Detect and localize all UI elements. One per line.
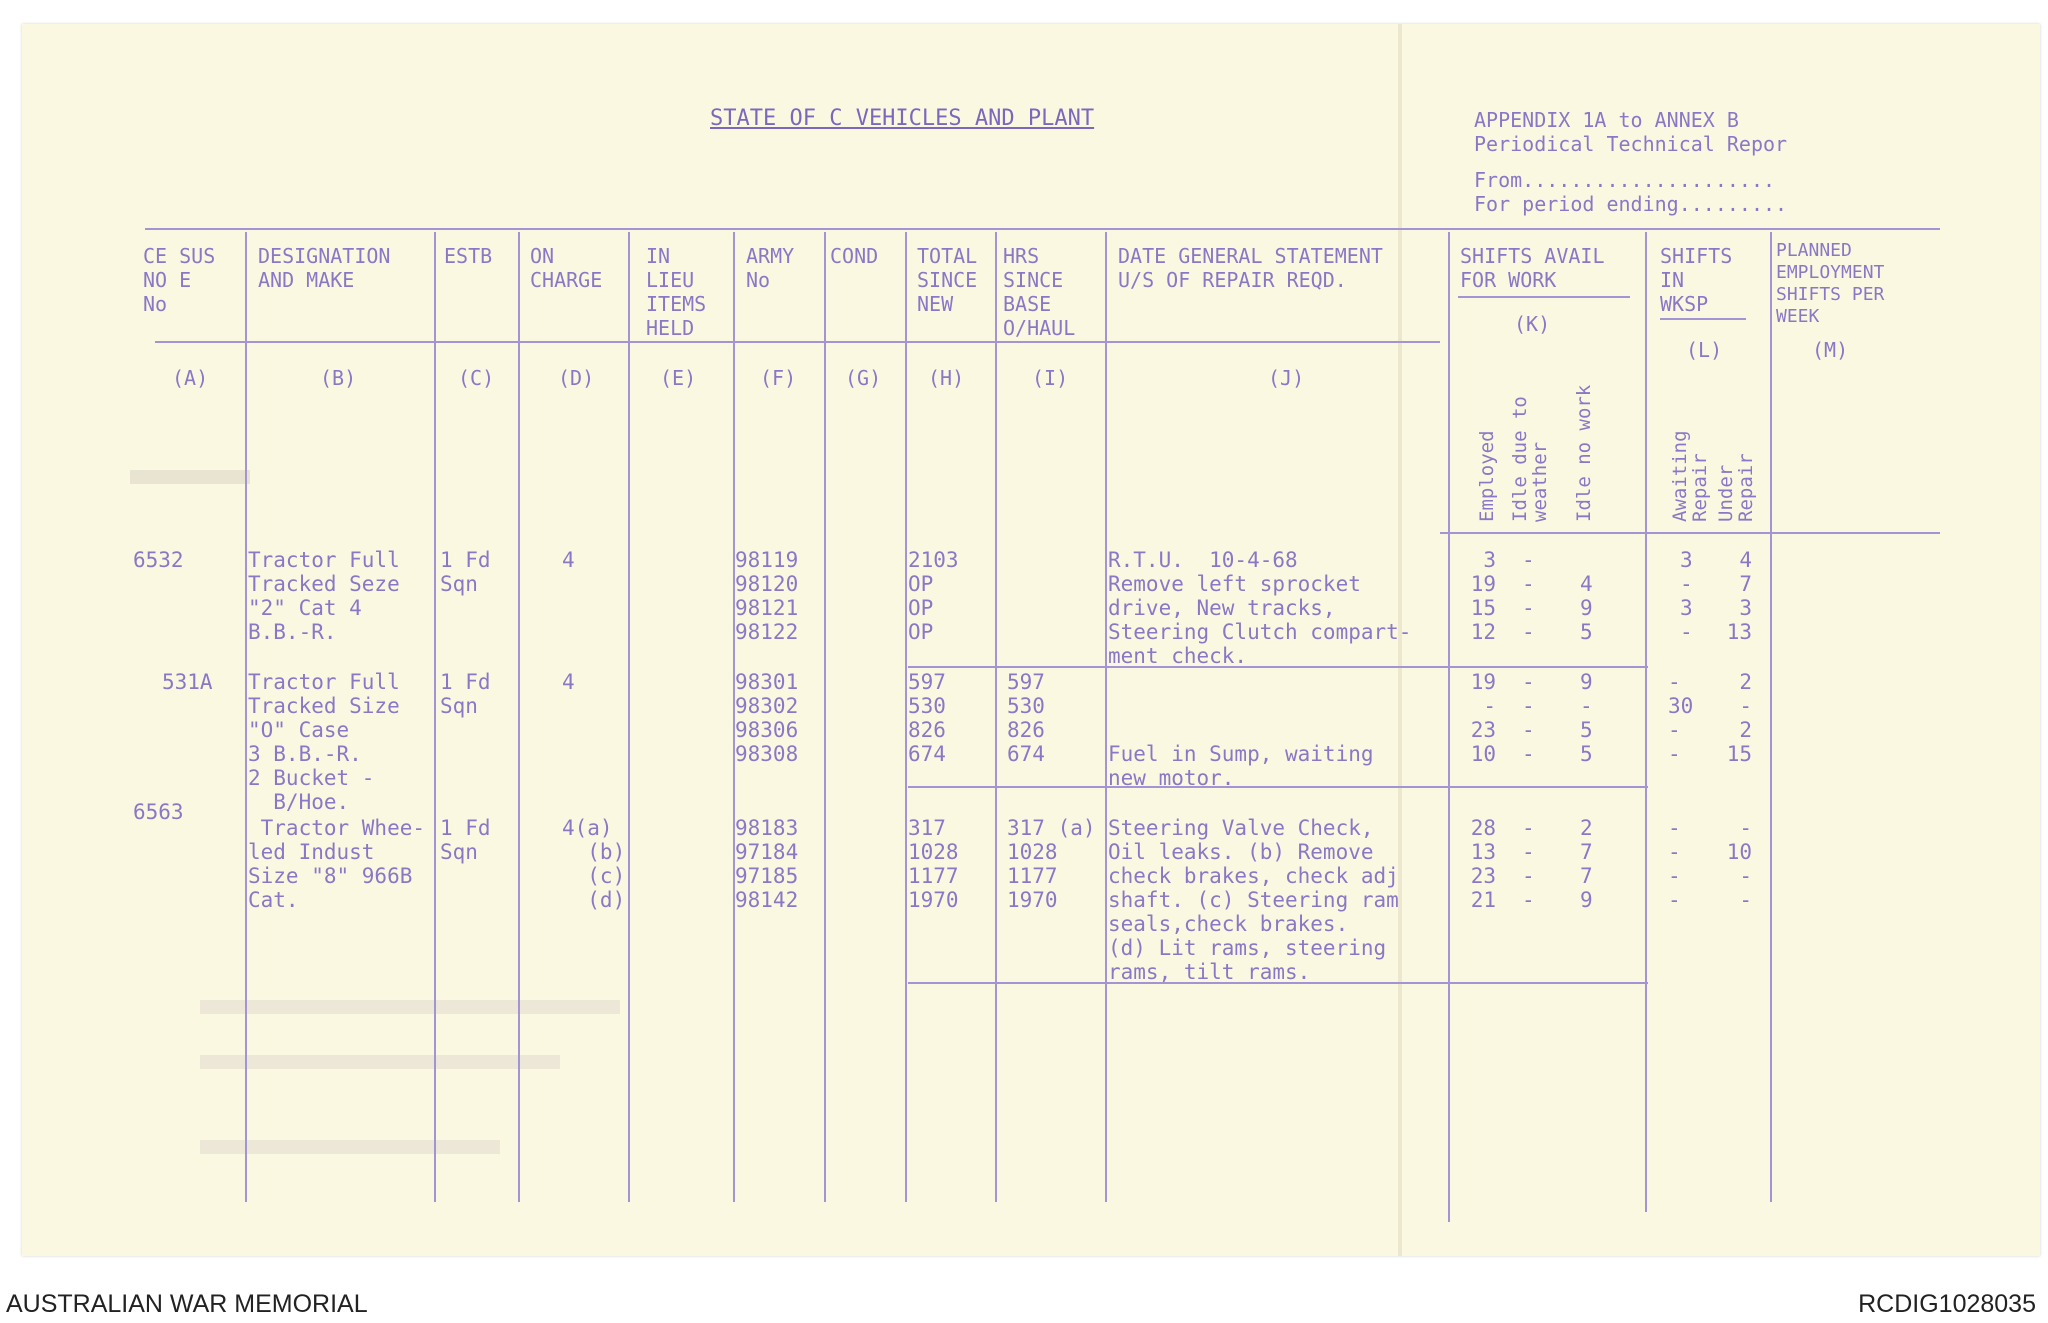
header-g: COND <box>830 244 879 268</box>
row-on-charge: 4 <box>562 670 575 694</box>
header-f: ARMY No <box>746 244 795 292</box>
document-title: STATE OF C VEHICLES AND PLANT <box>710 106 1095 131</box>
footer-archive-name: AUSTRALIAN WAR MEMORIAL <box>6 1290 368 1318</box>
header-e: IN LIEU ITEMS HELD <box>646 244 707 340</box>
row-l-awaiting: 3 - 3 - <box>1680 548 1693 644</box>
col-divider <box>518 232 520 1202</box>
header-h: TOTAL SINCE NEW <box>917 244 978 316</box>
col-divider <box>995 232 997 1202</box>
col-letter-k: (K) <box>1514 312 1551 336</box>
row-k-idle-no-work: 4 9 5 <box>1580 572 1593 644</box>
footer-catalog-id: RCDIG1028035 <box>1858 1290 2036 1318</box>
row-designation: Tractor Full Tracked Size "O" Case 3 B.B.-R. 2 Bucket - B/Hoe. <box>248 670 400 814</box>
col-letter-l: (L) <box>1686 338 1723 362</box>
row-k-employed: 28 13 23 21 <box>1470 816 1496 912</box>
row-estb: 1 Fd Sqn <box>440 670 491 718</box>
col-letter-m: (M) <box>1812 338 1849 362</box>
col-letter-i: (I) <box>1032 366 1069 390</box>
col-letter-c: (C) <box>458 366 495 390</box>
row-army-no: 98183 97184 97185 98142 <box>735 816 799 912</box>
row-total-since-new: 317 1028 1177 1970 <box>908 816 959 912</box>
row-l-under: 4 7 3 13 <box>1726 548 1752 644</box>
header-i: HRS SINCE BASE O/HAUL <box>1003 244 1076 340</box>
header-d: ON CHARGE <box>530 244 603 292</box>
row-l-under: - 10 - - <box>1726 816 1752 912</box>
col-divider <box>245 232 247 1202</box>
row-on-charge: 4 <box>562 548 575 572</box>
header-a: CE SUS NO E No <box>143 244 216 316</box>
header-c: ESTB <box>444 244 493 268</box>
row-designation: Tractor Whee- led Indust Size "8" 966B Cat. <box>248 816 426 912</box>
row-hrs-since-overhaul: 317 (a) 1028 1177 1970 <box>1007 816 1096 912</box>
k-header-rule <box>1458 296 1630 298</box>
col-letter-d: (D) <box>558 366 595 390</box>
col-letter-f: (F) <box>760 366 797 390</box>
row-estb: 1 Fd Sqn <box>440 548 491 596</box>
row-statement: Steering Valve Check, Oil leaks. (b) Remove check brakes, check adj shaft. (c) Steering ram seals,check brakes. (d) Lit rams, steering rams, tilt rams. <box>1108 816 1399 984</box>
row-statement: Fuel in Sump, waiting new motor. <box>1108 742 1374 790</box>
row-k-idle-weather: - - - - <box>1522 816 1535 912</box>
col-divider <box>1645 232 1647 1212</box>
header-k: SHIFTS AVAIL FOR WORK <box>1460 244 1605 292</box>
table-top-rule <box>145 228 1940 230</box>
header-b: DESIGNATION AND MAKE <box>258 244 391 292</box>
col-letter-a: (A) <box>172 366 209 390</box>
l-sub-under-repair: Under Repair <box>1715 453 1757 522</box>
row-l-awaiting: - 30 - - <box>1668 670 1694 766</box>
col-letter-j: (J) <box>1268 366 1305 390</box>
col-divider <box>628 232 630 1202</box>
row-on-charge: 4(a) (b) (c) (d) <box>562 816 626 912</box>
header-l: SHIFTS IN WKSP <box>1660 244 1733 316</box>
row-estb: 1 Fd Sqn <box>440 816 491 864</box>
row-k-idle-no-work: 9 - 5 5 <box>1580 670 1593 766</box>
bleed-through-mark <box>130 470 250 484</box>
row-k-employed: 19 - 23 10 <box>1470 670 1496 766</box>
header-bottom-rule <box>155 341 1440 343</box>
col-divider <box>1770 232 1772 1202</box>
period-ending-line: For period ending......... <box>1474 192 1788 216</box>
row-total-since-new: 597 530 826 674 <box>908 670 946 766</box>
k-sub-rule <box>1440 532 1940 534</box>
row-l-awaiting: - - - - <box>1668 816 1681 912</box>
bleed-through-mark <box>200 1055 560 1069</box>
row-statement: R.T.U. 10-4-68 Remove left sprocket drive, New tracks, Steering Clutch compart- ment check. <box>1108 548 1412 668</box>
l-sub-awaiting-repair: Awaiting Repair <box>1669 430 1711 522</box>
k-sub-idle-weather: Idle due to weather <box>1509 396 1551 522</box>
from-line: From..................... <box>1474 168 1776 192</box>
k-sub-idle-no-work: Idle no work <box>1573 384 1595 522</box>
col-divider <box>434 232 436 1202</box>
col-divider <box>1448 232 1450 1222</box>
row-army-no: 98301 98302 98306 98308 <box>735 670 799 766</box>
row-code: 6532 <box>133 548 184 572</box>
row-k-idle-weather: - - - - <box>1522 548 1535 644</box>
col-letter-g: (G) <box>845 366 882 390</box>
col-letter-h: (H) <box>928 366 965 390</box>
k-sub-employed: Employed <box>1476 430 1498 522</box>
row-k-idle-weather: - - - - <box>1522 670 1535 766</box>
header-m: PLANNED EMPLOYMENT SHIFTS PER WEEK <box>1776 240 1885 327</box>
row-army-no: 98119 98120 98121 98122 <box>735 548 799 644</box>
l-header-rule <box>1660 318 1746 320</box>
row-l-under: 2 - 2 15 <box>1726 670 1752 766</box>
appendix-line-2: Periodical Technical Repor <box>1474 132 1788 156</box>
header-j: DATE GENERAL STATEMENT U/S OF REPAIR REQD. <box>1118 244 1383 292</box>
row-code: 531A <box>162 670 213 694</box>
row-designation: Tractor Full Tracked Seze "2" Cat 4 B.B.-R. <box>248 548 400 644</box>
col-letter-b: (B) <box>320 366 357 390</box>
bleed-through-mark <box>200 1000 620 1014</box>
row-code: 6563 <box>133 800 184 824</box>
col-letter-e: (E) <box>660 366 697 390</box>
row-hrs-since-overhaul: 597 530 826 674 <box>1007 670 1045 766</box>
col-divider <box>1105 232 1107 1202</box>
appendix-line-1: APPENDIX 1A to ANNEX B <box>1474 108 1739 132</box>
row-k-idle-no-work: 2 7 7 9 <box>1580 816 1593 912</box>
col-divider <box>824 232 826 1202</box>
col-divider <box>905 232 907 1202</box>
row-total-since-new: 2103 OP OP OP <box>908 548 959 644</box>
row-k-employed: 3 19 15 12 <box>1470 548 1496 644</box>
